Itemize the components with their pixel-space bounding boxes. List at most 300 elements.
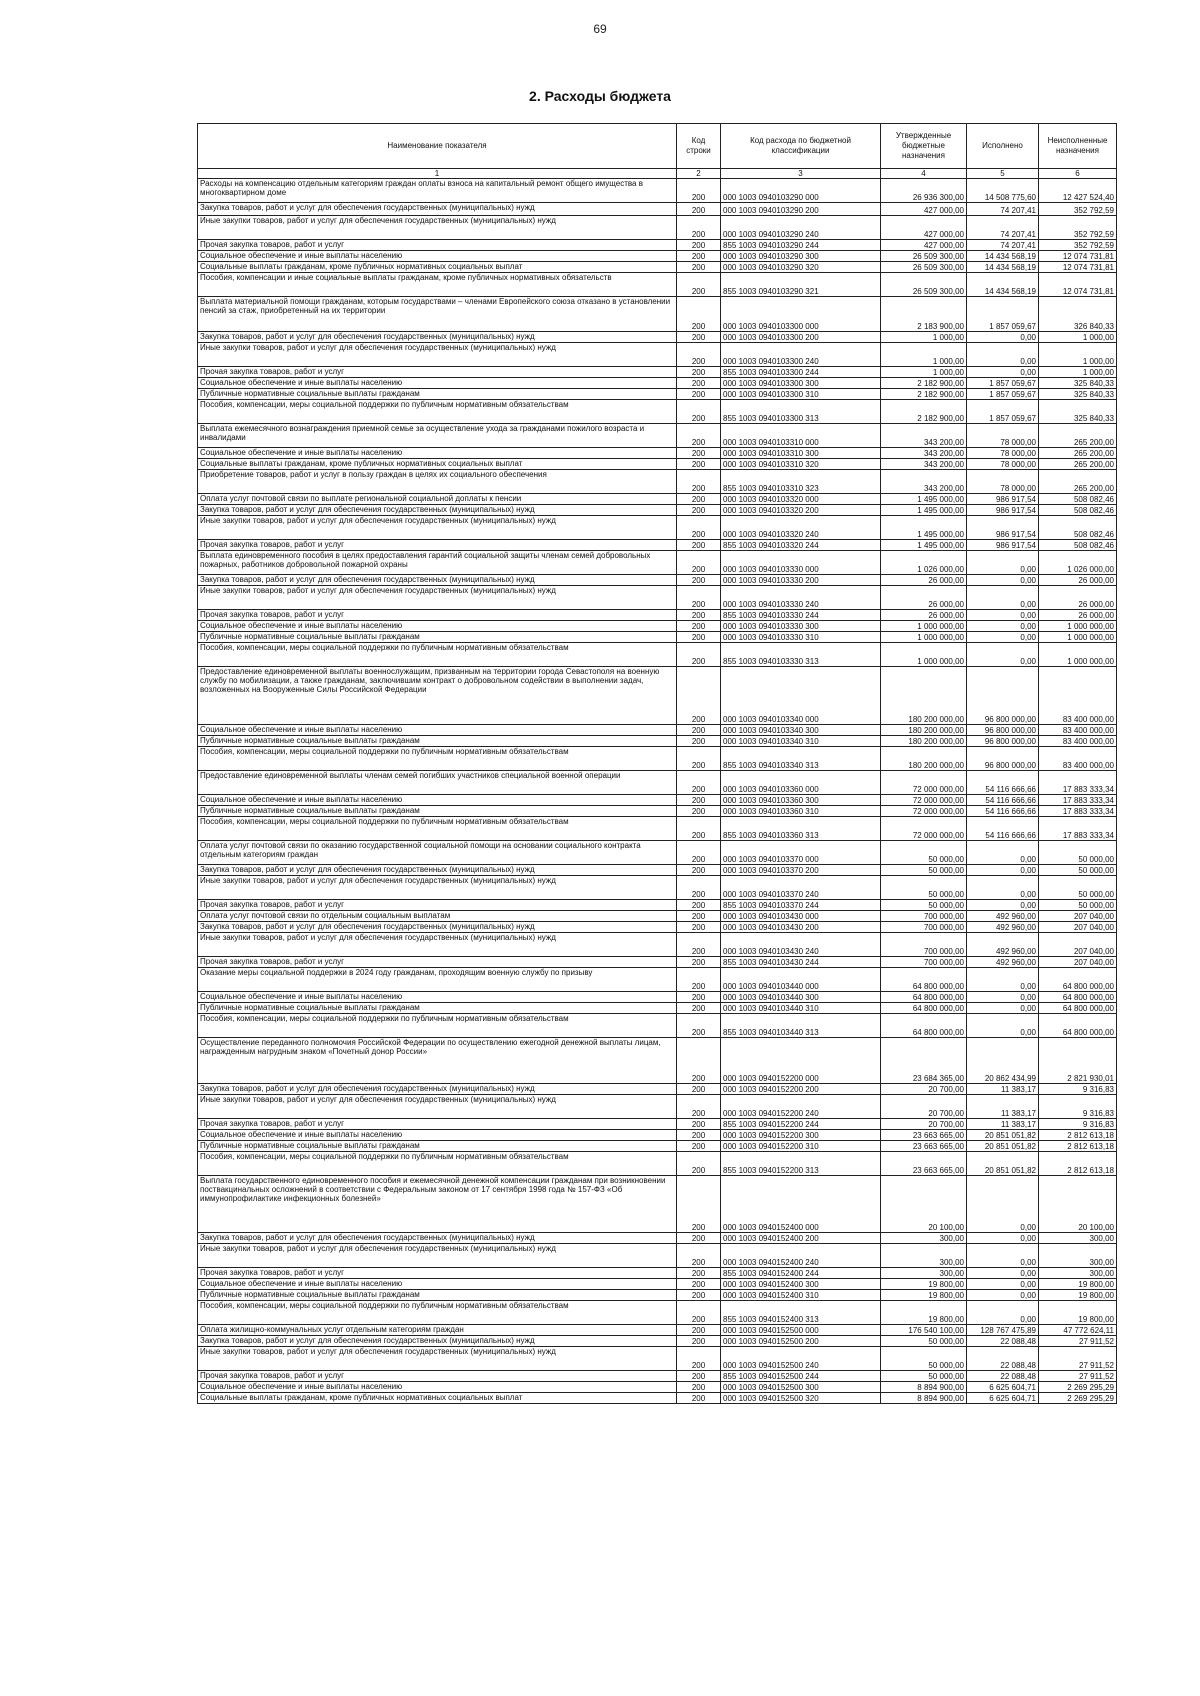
table-row [198, 1152, 1117, 1176]
row-executed: 11 383,17 [967, 1095, 1039, 1119]
row-unexecuted: 1 000 000,00 [1039, 632, 1117, 643]
row-executed: 0,00 [967, 586, 1039, 610]
row-line-code: 200 [677, 586, 721, 610]
row-approved: 1 495 000,00 [881, 540, 967, 551]
row-approved: 23 663 665,00 [881, 1152, 967, 1176]
row-line-code: 200 [677, 795, 721, 806]
row-executed: 0,00 [967, 1233, 1039, 1244]
row-approved: 50 000,00 [881, 1371, 967, 1382]
row-classification-code: 000 1003 0940103290 300 [721, 251, 881, 262]
row-approved: 1 000 000,00 [881, 643, 967, 667]
row-classification-code: 000 1003 0940152500 240 [721, 1347, 881, 1371]
row-classification-code: 000 1003 0940103290 320 [721, 262, 881, 273]
table-row [198, 747, 1117, 771]
row-name: Оплата услуг почтовой связи по отдельным социальным выплатам [198, 911, 677, 922]
row-name: Публичные нормативные социальные выплаты гражданам [198, 806, 677, 817]
row-unexecuted: 325 840,33 [1039, 378, 1117, 389]
row-approved: 8 894 900,00 [881, 1393, 967, 1404]
row-classification-code: 000 1003 0940103340 310 [721, 736, 881, 747]
row-approved: 50 000,00 [881, 900, 967, 911]
row-approved: 343 200,00 [881, 448, 967, 459]
row-name: Пособия, компенсации, меры социальной поддержки по публичным нормативным обязательствам [198, 400, 677, 424]
row-approved: 700 000,00 [881, 957, 967, 968]
row-classification-code: 000 1003 0940103430 000 [721, 911, 881, 922]
row-approved: 1 000,00 [881, 332, 967, 343]
table-row [198, 586, 1117, 610]
row-line-code: 200 [677, 1371, 721, 1382]
row-line-code: 200 [677, 367, 721, 378]
row-line-code: 200 [677, 459, 721, 470]
row-approved: 1 000 000,00 [881, 632, 967, 643]
row-approved: 176 540 100,00 [881, 1325, 967, 1336]
table-row [198, 865, 1117, 876]
row-unexecuted: 1 000 000,00 [1039, 621, 1117, 632]
row-classification-code: 000 1003 0940103370 240 [721, 876, 881, 900]
table-row [198, 1176, 1117, 1233]
row-name: Иные закупки товаров, работ и услуг для обеспечения государственных (муниципальных) нужд [198, 1244, 677, 1268]
row-executed: 0,00 [967, 1279, 1039, 1290]
row-name: Предоставление единовременной выплаты членам семей погибших участников специальной военной операции [198, 771, 677, 795]
row-executed: 986 917,54 [967, 494, 1039, 505]
table-row [198, 957, 1117, 968]
row-line-code: 200 [677, 771, 721, 795]
row-unexecuted: 27 911,52 [1039, 1347, 1117, 1371]
table-row [198, 1233, 1117, 1244]
row-approved: 2 182 900,00 [881, 389, 967, 400]
table-row [198, 424, 1117, 448]
row-name: Социальное обеспечение и иные выплаты населению [198, 1382, 677, 1393]
table-row [198, 378, 1117, 389]
table-row [198, 1095, 1117, 1119]
row-unexecuted: 50 000,00 [1039, 841, 1117, 865]
row-classification-code: 000 1003 0940152200 200 [721, 1084, 881, 1095]
row-executed: 0,00 [967, 643, 1039, 667]
row-unexecuted: 64 800 000,00 [1039, 992, 1117, 1003]
row-executed: 22 088,48 [967, 1371, 1039, 1382]
row-unexecuted: 265 200,00 [1039, 448, 1117, 459]
table-row [198, 621, 1117, 632]
row-line-code: 200 [677, 841, 721, 865]
row-approved: 180 200 000,00 [881, 725, 967, 736]
table-row [198, 459, 1117, 470]
row-executed: 14 434 568,19 [967, 251, 1039, 262]
row-line-code: 200 [677, 332, 721, 343]
row-unexecuted: 64 800 000,00 [1039, 968, 1117, 992]
row-unexecuted: 12 074 731,81 [1039, 251, 1117, 262]
row-unexecuted: 1 000,00 [1039, 332, 1117, 343]
row-classification-code: 000 1003 0940103300 310 [721, 389, 881, 400]
row-line-code: 200 [677, 1268, 721, 1279]
row-line-code: 200 [677, 1325, 721, 1336]
row-approved: 23 663 665,00 [881, 1141, 967, 1152]
row-name: Социальное обеспечение и иные выплаты населению [198, 378, 677, 389]
row-unexecuted: 19 800,00 [1039, 1279, 1117, 1290]
row-unexecuted: 352 792,59 [1039, 203, 1117, 216]
row-classification-code: 000 1003 0940103360 300 [721, 795, 881, 806]
row-approved: 1 026 000,00 [881, 551, 967, 575]
row-name: Пособия, компенсации, меры социальной поддержки по публичным нормативным обязательствам [198, 1152, 677, 1176]
row-line-code: 200 [677, 1290, 721, 1301]
table-row [198, 448, 1117, 459]
row-classification-code: 000 1003 0940103290 200 [721, 203, 881, 216]
row-line-code: 200 [677, 992, 721, 1003]
row-classification-code: 000 1003 0940103360 310 [721, 806, 881, 817]
row-classification-code: 000 1003 0940152200 000 [721, 1038, 881, 1084]
column-number: 6 [1039, 169, 1117, 179]
row-unexecuted: 12 427 524,40 [1039, 179, 1117, 203]
row-unexecuted: 20 100,00 [1039, 1176, 1117, 1233]
row-line-code: 200 [677, 1003, 721, 1014]
row-executed: 54 116 666,66 [967, 806, 1039, 817]
row-approved: 180 200 000,00 [881, 736, 967, 747]
row-name: Иные закупки товаров, работ и услуг для обеспечения государственных (муниципальных) нужд [198, 933, 677, 957]
row-unexecuted: 50 000,00 [1039, 876, 1117, 900]
row-executed: 0,00 [967, 1014, 1039, 1038]
table-row [198, 216, 1117, 240]
row-unexecuted: 207 040,00 [1039, 933, 1117, 957]
row-line-code: 200 [677, 470, 721, 494]
row-line-code: 200 [677, 216, 721, 240]
table-row [198, 1038, 1117, 1084]
row-unexecuted: 9 316,83 [1039, 1095, 1117, 1119]
row-approved: 343 200,00 [881, 459, 967, 470]
row-executed: 128 767 475,89 [967, 1325, 1039, 1336]
row-approved: 1 000 000,00 [881, 621, 967, 632]
table-row [198, 817, 1117, 841]
row-unexecuted: 508 082,46 [1039, 540, 1117, 551]
row-name: Закупка товаров, работ и услуг для обеспечения государственных (муниципальных) нужд [198, 203, 677, 216]
row-line-code: 200 [677, 240, 721, 251]
table-row [198, 1336, 1117, 1347]
table-row [198, 841, 1117, 865]
row-name: Оплата услуг почтовой связи по выплате региональной социальной доплаты к пенсии [198, 494, 677, 505]
row-classification-code: 000 1003 0940152400 000 [721, 1176, 881, 1233]
row-executed: 492 960,00 [967, 933, 1039, 957]
table-row [198, 1371, 1117, 1382]
row-unexecuted: 207 040,00 [1039, 922, 1117, 933]
column-number: 3 [721, 169, 881, 179]
row-executed: 492 960,00 [967, 922, 1039, 933]
row-name: Прочая закупка товаров, работ и услуг [198, 367, 677, 378]
row-approved: 23 684 365,00 [881, 1038, 967, 1084]
table-header-row [198, 124, 1117, 169]
row-classification-code: 855 1003 0940152500 244 [721, 1371, 881, 1382]
table-row [198, 470, 1117, 494]
row-line-code: 200 [677, 900, 721, 911]
table-row [198, 1084, 1117, 1095]
row-approved: 343 200,00 [881, 470, 967, 494]
row-name: Расходы на компенсацию отдельным категориям граждан оплаты взноса на капитальный ремонт общего имущества в многоквартирном доме [198, 179, 677, 203]
row-approved: 20 100,00 [881, 1176, 967, 1233]
row-executed: 74 207,41 [967, 240, 1039, 251]
row-name: Социальные выплаты гражданам, кроме публичных нормативных социальных выплат [198, 459, 677, 470]
row-classification-code: 000 1003 0940103370 000 [721, 841, 881, 865]
table-row [198, 251, 1117, 262]
row-executed: 0,00 [967, 1176, 1039, 1233]
row-executed: 492 960,00 [967, 957, 1039, 968]
row-unexecuted: 12 074 731,81 [1039, 273, 1117, 297]
row-executed: 0,00 [967, 1290, 1039, 1301]
row-name: Закупка товаров, работ и услуг для обеспечения государственных (муниципальных) нужд [198, 505, 677, 516]
table-row [198, 389, 1117, 400]
table-row [198, 736, 1117, 747]
header-name: Наименование показателя [198, 124, 677, 169]
row-classification-code: 000 1003 0940103310 300 [721, 448, 881, 459]
row-classification-code: 000 1003 0940152400 240 [721, 1244, 881, 1268]
row-approved: 300,00 [881, 1268, 967, 1279]
row-name: Пособия, компенсации и иные социальные выплаты гражданам, кроме публичных нормативных обязательств [198, 273, 677, 297]
row-executed: 96 800 000,00 [967, 667, 1039, 725]
row-approved: 64 800 000,00 [881, 1014, 967, 1038]
table-row [198, 1290, 1117, 1301]
row-executed: 0,00 [967, 343, 1039, 367]
row-line-code: 200 [677, 1347, 721, 1371]
row-approved: 26 509 300,00 [881, 273, 967, 297]
row-executed: 78 000,00 [967, 459, 1039, 470]
column-number: 5 [967, 169, 1039, 179]
row-classification-code: 000 1003 0940103440 000 [721, 968, 881, 992]
row-approved: 1 000,00 [881, 343, 967, 367]
row-unexecuted: 1 000,00 [1039, 343, 1117, 367]
table-row [198, 911, 1117, 922]
row-approved: 50 000,00 [881, 865, 967, 876]
table-row [198, 400, 1117, 424]
header-executed: Исполнено [967, 124, 1039, 169]
row-name: Социальное обеспечение и иные выплаты населению [198, 1279, 677, 1290]
header-classification-code: Код расхода по бюджетной классификации [721, 124, 881, 169]
row-classification-code: 855 1003 0940103360 313 [721, 817, 881, 841]
row-name: Выплата материальной помощи гражданам, которым государствами – членами Европейского союза отказано в установлении пенсий за стаж, приобретенный на их территории [198, 297, 677, 332]
table-row [198, 1119, 1117, 1130]
row-line-code: 200 [677, 957, 721, 968]
row-name: Закупка товаров, работ и услуг для обеспечения государственных (муниципальных) нужд [198, 922, 677, 933]
table-row [198, 262, 1117, 273]
row-line-code: 200 [677, 378, 721, 389]
row-name: Социальные выплаты гражданам, кроме публичных нормативных социальных выплат [198, 1393, 677, 1404]
row-executed: 0,00 [967, 632, 1039, 643]
row-name: Иные закупки товаров, работ и услуг для обеспечения государственных (муниципальных) нужд [198, 876, 677, 900]
row-classification-code: 000 1003 0940103310 000 [721, 424, 881, 448]
row-classification-code: 000 1003 0940103360 000 [721, 771, 881, 795]
row-classification-code: 000 1003 0940103300 200 [721, 332, 881, 343]
row-approved: 72 000 000,00 [881, 817, 967, 841]
row-line-code: 200 [677, 911, 721, 922]
row-name: Социальное обеспечение и иные выплаты населению [198, 448, 677, 459]
row-name: Закупка товаров, работ и услуг для обеспечения государственных (муниципальных) нужд [198, 1084, 677, 1095]
row-classification-code: 000 1003 0940103320 200 [721, 505, 881, 516]
row-executed: 20 851 051,82 [967, 1130, 1039, 1141]
table-row [198, 876, 1117, 900]
row-name: Закупка товаров, работ и услуг для обеспечения государственных (муниципальных) нужд [198, 1233, 677, 1244]
row-executed: 0,00 [967, 841, 1039, 865]
row-classification-code: 855 1003 0940103430 244 [721, 957, 881, 968]
row-approved: 427 000,00 [881, 216, 967, 240]
row-line-code: 200 [677, 1014, 721, 1038]
row-approved: 2 182 900,00 [881, 400, 967, 424]
row-line-code: 200 [677, 806, 721, 817]
row-name: Прочая закупка товаров, работ и услуг [198, 1268, 677, 1279]
row-approved: 64 800 000,00 [881, 968, 967, 992]
row-approved: 64 800 000,00 [881, 1003, 967, 1014]
row-approved: 72 000 000,00 [881, 806, 967, 817]
row-classification-code: 855 1003 0940103370 244 [721, 900, 881, 911]
row-approved: 180 200 000,00 [881, 667, 967, 725]
row-name: Оплата жилищно-коммунальных услуг отдельным категориям граждан [198, 1325, 677, 1336]
row-line-code: 200 [677, 400, 721, 424]
budget-expenses-table [197, 123, 1117, 1404]
row-classification-code: 855 1003 0940103310 323 [721, 470, 881, 494]
table-row [198, 1347, 1117, 1371]
row-name: Социальное обеспечение и иные выплаты населению [198, 795, 677, 806]
row-executed: 0,00 [967, 1003, 1039, 1014]
row-line-code: 200 [677, 494, 721, 505]
row-classification-code: 000 1003 0940103320 240 [721, 516, 881, 540]
row-unexecuted: 1 026 000,00 [1039, 551, 1117, 575]
row-classification-code: 000 1003 0940103330 000 [721, 551, 881, 575]
row-classification-code: 000 1003 0940152500 000 [721, 1325, 881, 1336]
row-classification-code: 855 1003 0940103330 244 [721, 610, 881, 621]
row-classification-code: 000 1003 0940152400 200 [721, 1233, 881, 1244]
row-line-code: 200 [677, 632, 721, 643]
row-unexecuted: 325 840,33 [1039, 389, 1117, 400]
table-row [198, 795, 1117, 806]
table-row [198, 273, 1117, 297]
row-executed: 0,00 [967, 1244, 1039, 1268]
row-name: Пособия, компенсации, меры социальной поддержки по публичным нормативным обязательствам [198, 747, 677, 771]
row-unexecuted: 2 812 613,18 [1039, 1152, 1117, 1176]
row-classification-code: 000 1003 0940103440 300 [721, 992, 881, 1003]
row-line-code: 200 [677, 747, 721, 771]
row-approved: 26 936 300,00 [881, 179, 967, 203]
row-unexecuted: 64 800 000,00 [1039, 1014, 1117, 1038]
row-approved: 50 000,00 [881, 841, 967, 865]
row-executed: 54 116 666,66 [967, 817, 1039, 841]
row-approved: 50 000,00 [881, 1347, 967, 1371]
row-approved: 20 700,00 [881, 1095, 967, 1119]
row-executed: 1 857 059,67 [967, 378, 1039, 389]
row-approved: 20 700,00 [881, 1084, 967, 1095]
table-row [198, 551, 1117, 575]
row-line-code: 200 [677, 516, 721, 540]
table-row [198, 1382, 1117, 1393]
row-executed: 0,00 [967, 876, 1039, 900]
table-row [198, 1141, 1117, 1152]
table-body [198, 179, 1117, 1404]
row-line-code: 200 [677, 424, 721, 448]
row-classification-code: 000 1003 0940103340 000 [721, 667, 881, 725]
row-executed: 54 116 666,66 [967, 795, 1039, 806]
row-line-code: 200 [677, 667, 721, 725]
row-unexecuted: 508 082,46 [1039, 494, 1117, 505]
row-classification-code: 855 1003 0940152400 313 [721, 1301, 881, 1325]
table-row [198, 343, 1117, 367]
row-line-code: 200 [677, 343, 721, 367]
row-approved: 19 800,00 [881, 1279, 967, 1290]
table-row [198, 332, 1117, 343]
row-line-code: 200 [677, 876, 721, 900]
row-unexecuted: 326 840,33 [1039, 297, 1117, 332]
row-approved: 26 509 300,00 [881, 251, 967, 262]
row-name: Публичные нормативные социальные выплаты гражданам [198, 1141, 677, 1152]
row-executed: 54 116 666,66 [967, 771, 1039, 795]
row-name: Публичные нормативные социальные выплаты гражданам [198, 389, 677, 400]
row-executed: 22 088,48 [967, 1336, 1039, 1347]
row-classification-code: 000 1003 0940103370 200 [721, 865, 881, 876]
row-line-code: 200 [677, 273, 721, 297]
row-unexecuted: 207 040,00 [1039, 957, 1117, 968]
row-executed: 96 800 000,00 [967, 747, 1039, 771]
row-name: Прочая закупка товаров, работ и услуг [198, 900, 677, 911]
row-executed: 22 088,48 [967, 1347, 1039, 1371]
row-name: Пособия, компенсации, меры социальной поддержки по публичным нормативным обязательствам [198, 817, 677, 841]
row-name: Социальные выплаты гражданам, кроме публичных нормативных социальных выплат [198, 262, 677, 273]
row-executed: 0,00 [967, 551, 1039, 575]
row-executed: 1 857 059,67 [967, 297, 1039, 332]
row-classification-code: 000 1003 0940152400 310 [721, 1290, 881, 1301]
row-line-code: 200 [677, 610, 721, 621]
row-executed: 6 625 604,71 [967, 1382, 1039, 1393]
table-row [198, 806, 1117, 817]
row-line-code: 200 [677, 643, 721, 667]
table-row [198, 1325, 1117, 1336]
row-approved: 64 800 000,00 [881, 992, 967, 1003]
row-name: Социальное обеспечение и иные выплаты населению [198, 992, 677, 1003]
row-approved: 50 000,00 [881, 876, 967, 900]
row-name: Прочая закупка товаров, работ и услуг [198, 610, 677, 621]
row-line-code: 200 [677, 1038, 721, 1084]
column-number: 1 [198, 169, 677, 179]
row-executed: 14 508 775,60 [967, 179, 1039, 203]
row-classification-code: 000 1003 0940103300 000 [721, 297, 881, 332]
row-approved: 300,00 [881, 1233, 967, 1244]
row-approved: 8 894 900,00 [881, 1382, 967, 1393]
header-line-code: Код строки [677, 124, 721, 169]
row-unexecuted: 2 812 613,18 [1039, 1141, 1117, 1152]
table-row [198, 540, 1117, 551]
table-row [198, 667, 1117, 725]
row-line-code: 200 [677, 448, 721, 459]
table-row [198, 992, 1117, 1003]
row-unexecuted: 1 000,00 [1039, 367, 1117, 378]
row-name: Пособия, компенсации, меры социальной поддержки по публичным нормативным обязательствам [198, 1301, 677, 1325]
row-line-code: 200 [677, 1176, 721, 1233]
row-name: Прочая закупка товаров, работ и услуг [198, 540, 677, 551]
row-executed: 78 000,00 [967, 470, 1039, 494]
row-approved: 72 000 000,00 [881, 795, 967, 806]
row-line-code: 200 [677, 1095, 721, 1119]
header-approved: Утвержденные бюджетные назначения [881, 124, 967, 169]
row-classification-code: 000 1003 0940103320 000 [721, 494, 881, 505]
row-unexecuted: 2 269 295,29 [1039, 1382, 1117, 1393]
row-name: Пособия, компенсации, меры социальной поддержки по публичным нормативным обязательствам [198, 1014, 677, 1038]
row-line-code: 200 [677, 922, 721, 933]
row-approved: 700 000,00 [881, 911, 967, 922]
row-classification-code: 000 1003 0940103440 310 [721, 1003, 881, 1014]
row-executed: 14 434 568,19 [967, 262, 1039, 273]
row-unexecuted: 19 800,00 [1039, 1290, 1117, 1301]
row-name: Закупка товаров, работ и услуг для обеспечения государственных (муниципальных) нужд [198, 865, 677, 876]
row-approved: 700 000,00 [881, 933, 967, 957]
row-approved: 20 700,00 [881, 1119, 967, 1130]
row-unexecuted: 17 883 333,34 [1039, 817, 1117, 841]
row-classification-code: 000 1003 0940103330 310 [721, 632, 881, 643]
row-unexecuted: 508 082,46 [1039, 516, 1117, 540]
row-unexecuted: 27 911,52 [1039, 1336, 1117, 1347]
row-unexecuted: 17 883 333,34 [1039, 771, 1117, 795]
row-line-code: 200 [677, 933, 721, 957]
row-name: Прочая закупка товаров, работ и услуг [198, 1371, 677, 1382]
row-approved: 50 000,00 [881, 1336, 967, 1347]
